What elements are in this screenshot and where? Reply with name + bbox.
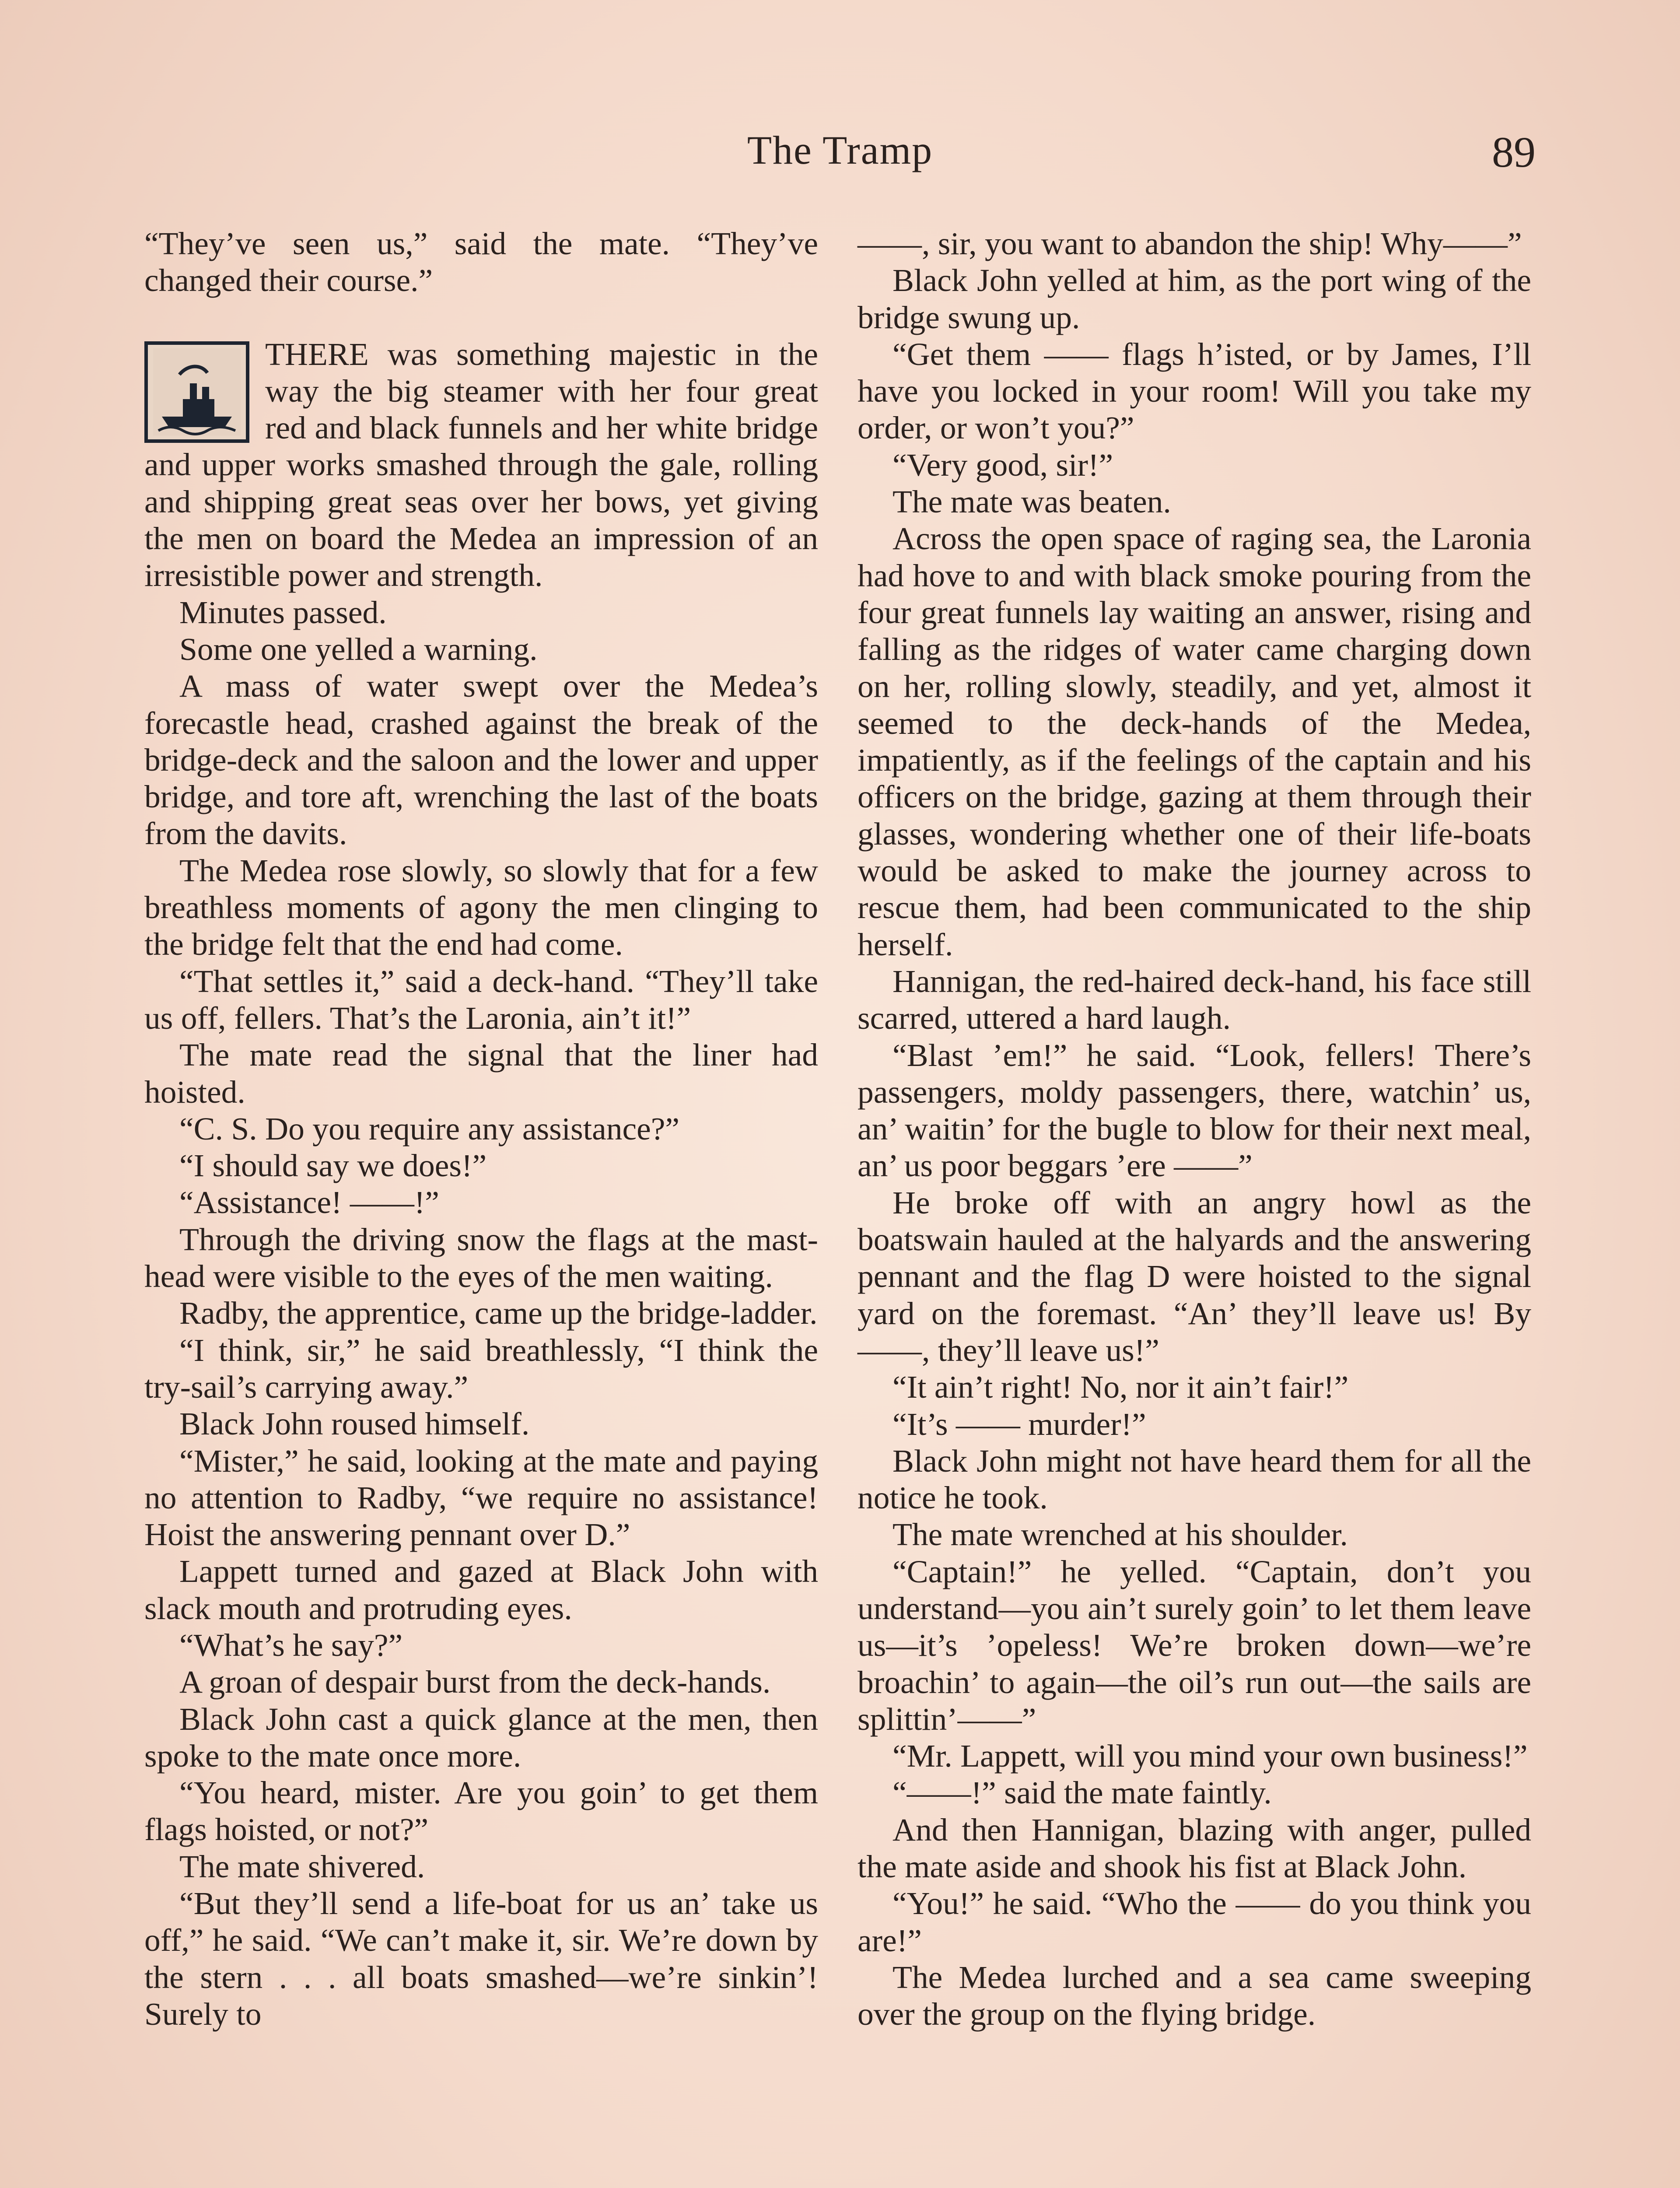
paragraph-text: Minutes passed. xyxy=(179,594,387,630)
paragraph xyxy=(858,262,1531,336)
paragraph-text: The Medea lurched and a sea came sweeping over the group on the flying bridge. xyxy=(858,1959,1531,2032)
ship-illustration-icon xyxy=(144,341,249,443)
paragraph-text: Black John cast a quick glance at the men, then spoke to the mate once more. xyxy=(144,1701,818,1774)
paragraph-text: The mate shivered. xyxy=(179,1848,425,1884)
paragraph-text: Some one yelled a warning. xyxy=(179,631,538,667)
paragraph-text: “Very good, sir!” xyxy=(892,447,1113,483)
paragraph xyxy=(144,668,818,852)
paragraph-text: A groan of despair burst from the deck-hands. xyxy=(179,1664,771,1700)
paragraph-text: The mate wrenched at his shoulder. xyxy=(892,1517,1348,1553)
left-column xyxy=(144,225,818,2033)
paragraph xyxy=(858,1185,1531,1369)
paragraph xyxy=(144,1627,818,1664)
paragraph xyxy=(858,1406,1531,1443)
paragraph-text: “What’s he say?” xyxy=(179,1627,403,1663)
paragraph-text: “Captain!” he yelled. “Captain, don’t you understand—you ain’t surely goin’ to let them leave us—it’s ’opeless! We’re broken down—we’re broachin’ to again—the oil’s run out—the sails are splittin’——” xyxy=(858,1553,1531,1737)
paragraph xyxy=(858,225,1531,262)
paragraph xyxy=(858,1443,1531,1517)
paragraph xyxy=(144,1443,818,1553)
paragraph-text: “You!” he said. “Who the —— do you think you are!” xyxy=(858,1886,1531,1958)
paragraph-text: ——, sir, you want to abandon the ship! Why——” xyxy=(858,226,1522,261)
right-column xyxy=(858,225,1531,2033)
paragraph xyxy=(144,963,818,1037)
paragraph xyxy=(144,336,818,594)
paragraph-text: “That settles it,” said a deck-hand. “They’ll take us off, fellers. That’s the Laronia, ain’t it!” xyxy=(144,963,818,1036)
paragraph xyxy=(144,1701,818,1775)
paragraph xyxy=(144,1037,818,1111)
paragraph xyxy=(858,336,1531,447)
paragraph-text: The mate read the signal that the liner had hoisted. xyxy=(144,1037,818,1110)
paragraph-text: Through the driving snow the flags at the mast-head were visible to the eyes of the men waiting. xyxy=(144,1221,818,1294)
paragraph-text: “They’ve seen us,” said the mate. “They’ve changed their course.” xyxy=(144,226,818,298)
paragraph-text: A mass of water swept over the Medea’s forecastle head, crashed against the break of the bridge-deck and the saloon and the lower and upper bridge, and tore aft, wrenching the last of the boats from the davits. xyxy=(144,668,818,852)
paragraph-text: Black John roused himself. xyxy=(179,1406,530,1442)
paragraph-text: And then Hannigan, blazing with anger, pulled the mate aside and shook his fist at Black John. xyxy=(858,1812,1531,1885)
paragraph xyxy=(144,1184,818,1221)
paragraph xyxy=(144,1111,818,1147)
paragraph-text: Hannigan, the red-haired deck-hand, his face still scarred, uttered a hard laugh. xyxy=(858,963,1531,1036)
paragraph xyxy=(858,1738,1531,1774)
paragraph-text: Lappett turned and gazed at Black John with slack mouth and protruding eyes. xyxy=(144,1553,818,1626)
paragraph-text: “Blast ’em!” he said. “Look, fellers! There’s passengers, moldy passengers, there, watchin’ us, an’ waitin’ for the bugle to blow for their next meal, an’ us poor beggars ’ere ——” xyxy=(858,1037,1531,1184)
paragraph-text: The mate was beaten. xyxy=(892,484,1171,520)
paragraph-text: “C. S. Do you require any assistance?” xyxy=(179,1111,679,1147)
paragraph xyxy=(858,447,1531,484)
paragraph-text: The Medea rose slowly, so slowly that for a few breathless moments of agony the men clinging to the bridge felt that the end had come. xyxy=(144,852,818,962)
paragraph-text: “But they’ll send a life-boat for us an’ take us off,” he said. “We can’t make it, sir. We’re down by the stern . . . all boats smashed—we’re sinkin’! Surely to xyxy=(144,1886,818,2032)
paragraph-text: “I think, sir,” he said breathlessly, “I think the try-sail’s carrying away.” xyxy=(144,1332,818,1405)
paragraph xyxy=(144,225,818,299)
paragraph xyxy=(144,852,818,963)
paragraph-text: Black John yelled at him, as the port wing of the bridge swung up. xyxy=(858,263,1531,335)
paragraph xyxy=(858,1959,1531,2033)
paragraph-text: “You heard, mister. Are you goin’ to get them flags hoisted, or not?” xyxy=(144,1775,818,1848)
paragraph-text: Across the open space of raging sea, the Laronia had hove to and with black smoke pouring from the four great funnels lay waiting an answer, rising and falling as the ridges of water came charging down on her, rolling slowly, steadily, and yet, almost it seemed to the deck-hands of the Medea, impatiently, as if the feelings of the captain and his officers on the bridge, gazing at them through their glasses, wondering whether one of their life-boats would be asked to make the journey across to rescue them, had been communicated to the ship herself. xyxy=(858,521,1531,962)
paragraph xyxy=(144,1553,818,1627)
paragraph-text: “It’s —— murder!” xyxy=(892,1406,1146,1442)
paragraph xyxy=(144,1295,818,1332)
paragraph-text: “Mister,” he said, looking at the mate and paying no attention to Radby, “we require no assistance! Hoist the answering pennant over D.” xyxy=(144,1443,818,1553)
paragraph xyxy=(858,1885,1531,1959)
paragraph xyxy=(858,1812,1531,1886)
paragraph xyxy=(858,1037,1531,1185)
paragraph xyxy=(144,1664,818,1701)
paragraph-text: “I should say we does!” xyxy=(179,1148,487,1184)
paragraph-text: THERE was something majestic in the way the big steamer with her four great red and black funnels and her white bridge and upper works smashed through the gale, rolling and shipping great seas over her bows, yet giving the men on board the Medea an impression of an irresistible power and strength. xyxy=(144,336,818,593)
paragraph-text: “Assistance! ——!” xyxy=(179,1185,439,1220)
paragraph xyxy=(144,1774,818,1848)
paragraph xyxy=(858,520,1531,963)
paragraph xyxy=(144,1848,818,1885)
paragraph xyxy=(858,1774,1531,1811)
paragraph-text: “Mr. Lappett, will you mind your own business!” xyxy=(892,1738,1528,1774)
running-title: The Tramp xyxy=(747,128,933,172)
paragraph xyxy=(144,1406,818,1442)
paragraph-text: “It ain’t right! No, nor it ain’t fair!” xyxy=(892,1369,1349,1405)
paragraph-text: He broke off with an angry howl as the boatswain hauled at the halyards and the answering pennant and the flag D were hoisted to the signal yard on the foremast. “An’ they’ll leave us! By ——, they’ll leave us!” xyxy=(858,1185,1531,1368)
paragraph xyxy=(858,1369,1531,1406)
paragraph xyxy=(144,1221,818,1295)
paragraph xyxy=(144,631,818,668)
page-header xyxy=(144,127,1536,188)
paragraph xyxy=(144,594,818,631)
paragraph xyxy=(144,1332,818,1406)
paragraph-text: “——!” said the mate faintly. xyxy=(892,1775,1272,1811)
paragraph-text: Black John might not have heard them for all the notice he took. xyxy=(858,1443,1531,1516)
paragraph xyxy=(144,1885,818,2033)
paragraph xyxy=(144,1147,818,1184)
paragraph-text: Radby, the apprentice, came up the bridge-ladder. xyxy=(179,1295,818,1331)
paragraph-text: “Get them —— flags h’isted, or by James, I’ll have you locked in your room! Will you take my order, or won’t you?” xyxy=(858,336,1531,446)
paragraph xyxy=(858,484,1531,520)
page-number: 89 xyxy=(1492,128,1536,176)
paragraph xyxy=(858,963,1531,1037)
paragraph xyxy=(858,1553,1531,1738)
paragraph xyxy=(858,1516,1531,1553)
